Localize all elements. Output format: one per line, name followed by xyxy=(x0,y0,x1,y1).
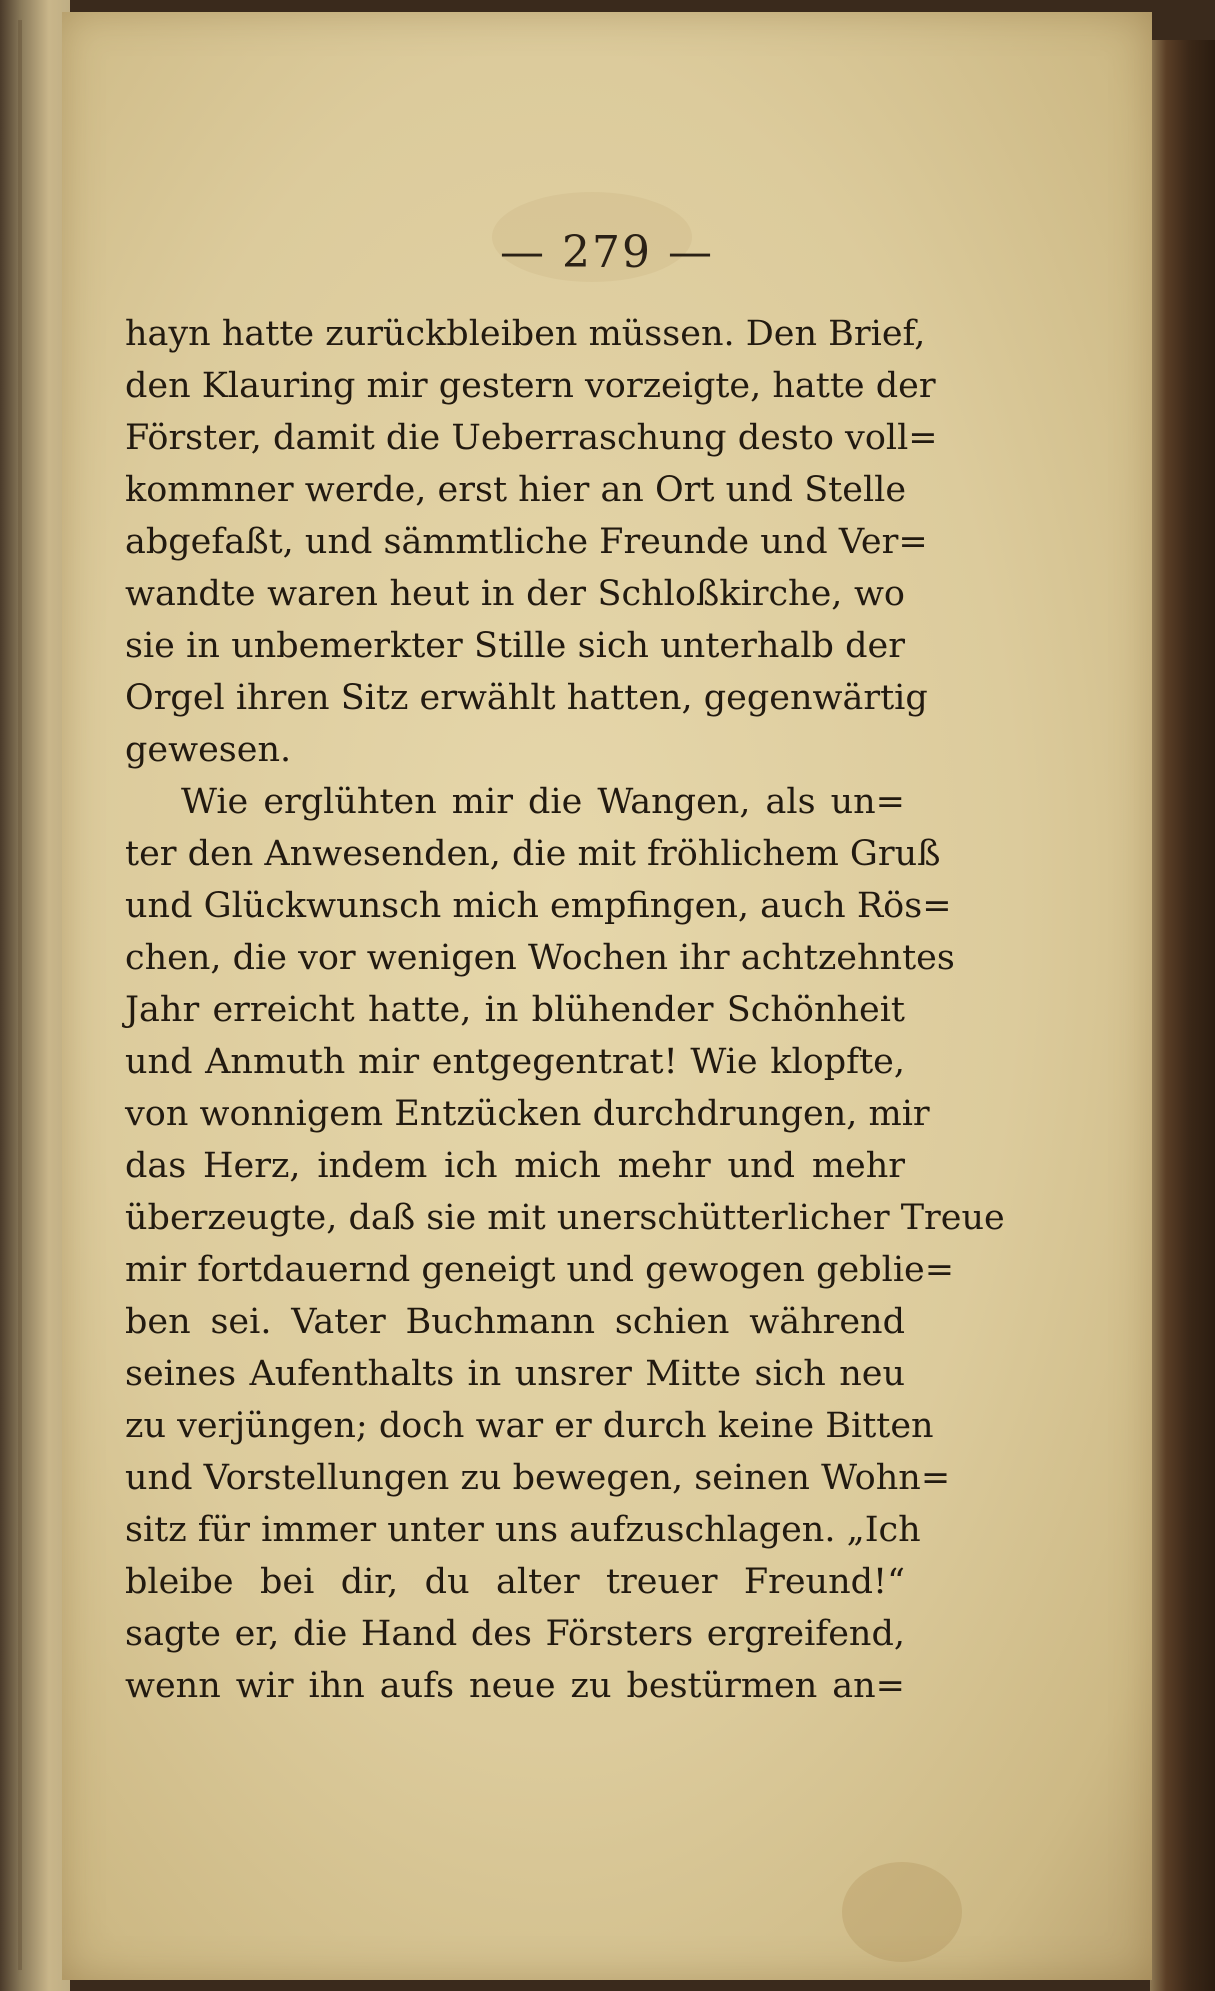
text-line: sie in unbemerkter Stille sich unterhalb der xyxy=(125,626,905,666)
text-line: seines Aufenthalts in unsrer Mitte sich neu xyxy=(125,1354,905,1394)
text-line: den Klauring mir gestern vorzeigte, hatte der xyxy=(125,366,936,406)
text-line: Orgel ihren Sitz erwählt hatten, gegenwärtig xyxy=(125,678,928,718)
book-cover-edge xyxy=(1150,40,1215,1991)
text-line: und Glückwunsch mich empfingen, auch Rös= xyxy=(125,886,952,926)
text-line: Jahr erreicht hatte, in blühender Schönheit xyxy=(125,990,905,1030)
text-line: und Anmuth mir entgegentrat! Wie klopfte, xyxy=(125,1042,905,1082)
text-line: sagte er, die Hand des Försters ergreifend, xyxy=(125,1614,905,1654)
text-line: hayn hatte zurückbleiben müssen. Den Brief, xyxy=(125,314,926,354)
book-binding-left xyxy=(0,0,70,1991)
text-line: Förster, damit die Ueberraschung desto voll= xyxy=(125,418,938,458)
text-line: sitz für immer unter uns aufzuschlagen. „Ich xyxy=(125,1510,921,1550)
text-line: ter den Anwesenden, die mit fröhlichem Gruß xyxy=(125,834,941,874)
text-line: kommner werde, erst hier an Ort und Stelle xyxy=(125,470,907,510)
text-line: wenn wir ihn aufs neue zu bestürmen an= xyxy=(125,1666,905,1706)
text-line: mir fortdauernd geneigt und gewogen geblie= xyxy=(125,1250,955,1290)
text-line: ben sei. Vater Buchmann schien während xyxy=(125,1302,905,1342)
body-text xyxy=(125,308,1005,1712)
text-line: abgefaßt, und sämmtliche Freunde und Ver= xyxy=(125,522,928,562)
text-line: von wonnigem Entzücken durchdrungen, mir xyxy=(125,1094,930,1134)
binding-stripe xyxy=(18,20,22,1970)
text-line: gewesen. xyxy=(125,730,292,770)
text-line: bleibe bei dir, du alter treuer Freund!“ xyxy=(125,1562,905,1602)
text-line: und Vorstellungen zu bewegen, seinen Wohn= xyxy=(125,1458,951,1498)
book-page xyxy=(62,12,1152,1980)
text-line: chen, die vor wenigen Wochen ihr achtzehntes xyxy=(125,938,955,978)
text-line: zu verjüngen; doch war er durch keine Bitten xyxy=(125,1406,934,1446)
paper-stain xyxy=(842,1862,962,1962)
text-line: überzeugte, daß sie mit unerschütterlicher Treue xyxy=(125,1198,1005,1238)
text-line: Wie erglühten mir die Wangen, als un= xyxy=(181,782,905,822)
page-number: — 279 — xyxy=(500,227,714,278)
text-line: das Herz, indem ich mich mehr und mehr xyxy=(125,1146,905,1186)
text-line: wandte waren heut in der Schloßkirche, wo xyxy=(125,574,905,614)
